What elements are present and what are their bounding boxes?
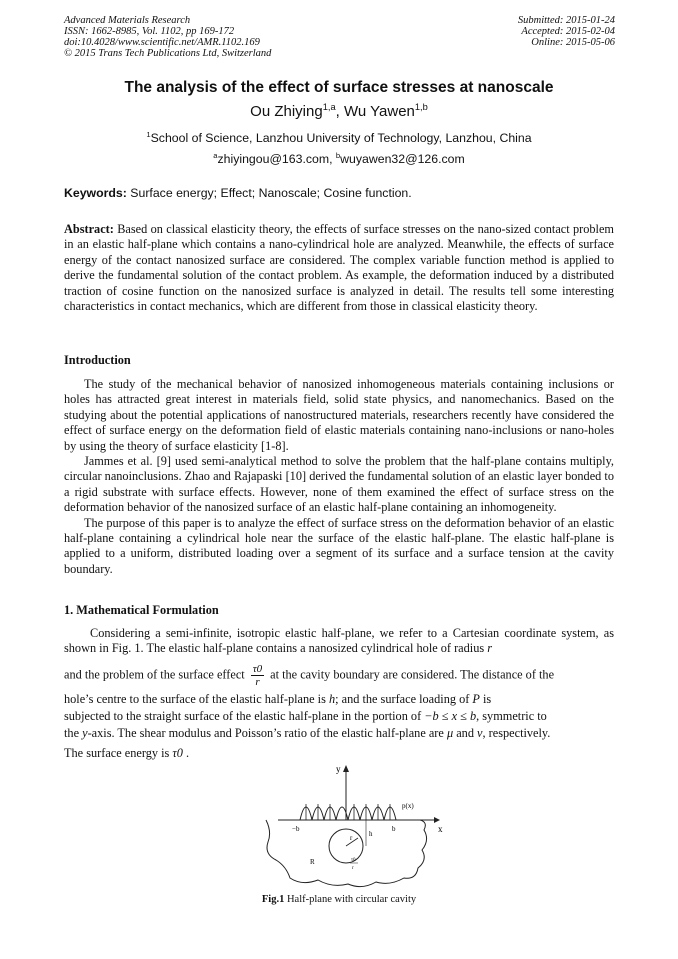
abstract-text: Based on classical elasticity theory, the effects of surface stresses on the nano-sized contact problem in an elastic half-plane which contains a nano-cylindrical hole are analyzed. Meanwhile, the effects of surface energy of the contact nanosized surface are considered. The complex variable function method is applied to derive the fundamental solution of the contact problem. As example, the deformation induced by a distributed traction of cosine function on the nanosized surface is analyzed in detail. The results tell some interesting characteristics in contact mechanics, which are different from those in classical elasticity theory.	[64, 222, 614, 314]
half-plane-boundary	[266, 820, 427, 887]
author-2-sup: 1,b	[414, 101, 428, 112]
section-1-line-4: subjected to the straight surface of the elastic half-plane in the portion of −b ≤ x ≤ b, symmetric to	[64, 709, 547, 723]
intro-paragraph-3: The purpose of this paper is to analyze the effect of surface stress on the deformation behavior of an elastic half-plane containing a cylindrical hole near the surface of the elastic half-plane. The elastic half-plane is applied to a uniform, distributed loading over a segment of its surface and a surface tension at the cavity boundary.	[64, 515, 614, 576]
introduction-heading: Introduction	[64, 353, 131, 367]
dates-header	[518, 15, 615, 48]
keywords-label: Keywords:	[64, 186, 127, 200]
journal-issn: ISSN: 1662-8985, Vol. 1102, pp 169-172	[64, 26, 235, 37]
fraction-tau-over-r: $\frac{\tau 0}{r}$	[252, 663, 263, 688]
x-axis-label: x	[438, 824, 443, 834]
section-1-line-1: Considering a semi-infinite, isotropic elastic half-plane, we refer to a Cartesian coordinate system, as shown in Fig. 1. The elastic half-plane contains a nanosized cylindrical hole of radius r	[64, 626, 614, 656]
online-date: Online: 2015-05-06	[531, 37, 615, 48]
intro-paragraph-2: Jammes et al. [9] used semi-analytical method to solve the problem that the half-plane contains multiply, circular nanoinclusions. Zhao and Rajapaski [10] derived the fundamental solution of an elastic layer bonded to a rigid substrate with surface effects. However, none of them examined the effect of surface stress on the deformation behavior of the nanosized surface of an elastic half-plane containing an inhomogeneity.	[64, 454, 614, 515]
journal-copyright: © 2015 Trans Tech Publications Ltd, Switzerland	[64, 48, 272, 59]
var-r: r	[487, 641, 493, 656]
affiliation-sup: 1	[146, 130, 151, 140]
author-separator: ,	[335, 103, 344, 120]
section-1-line-5: the y-axis. The shear modulus and Poisson’s ratio of the elastic half-plane are μ and ν, respectively.	[64, 726, 551, 740]
R-label: R	[310, 858, 315, 866]
affiliation	[0, 131, 678, 145]
email-a-sup: a	[213, 151, 218, 161]
section-1-heading: 1. Mathematical Formulation	[64, 603, 219, 617]
abstract-label: Abstract:	[64, 222, 114, 236]
h-label: h	[369, 830, 373, 838]
affiliation-text: School of Science, Lanzhou University of Technology, Lanzhou, China	[150, 131, 532, 145]
section-1-line-2: and the problem of the surface effect $\frac{\tau 0}{r}$ at the cavity boundary are considered. The distance of the	[64, 663, 555, 688]
email-b-sup: b	[335, 151, 341, 161]
introduction-body	[64, 377, 614, 577]
author-2: Wu Yawen	[344, 103, 415, 120]
px-label: p(x)	[402, 802, 414, 810]
pos-b-label: b	[392, 825, 396, 833]
figure-1-caption	[0, 894, 678, 905]
r-label: r	[350, 834, 353, 842]
tau-num-label: τ0	[351, 858, 356, 863]
abstract	[64, 222, 614, 314]
figure-1	[258, 760, 448, 890]
paper-title: The analysis of the effect of surface stresses at nanoscale	[124, 79, 554, 96]
accepted-date: Accepted: 2015-02-04	[521, 26, 615, 37]
journal-header	[64, 15, 271, 59]
section-1-line-6: The surface energy is τ0 .	[64, 746, 190, 760]
neg-b-label: −b	[292, 825, 300, 833]
intro-paragraph-1: The study of the mechanical behavior of nanosized inhomogeneous materials containing inclusions or holes has attracted great interest in materials field, solid state physics, and nanomechanics. Based on the studying about the potential applications of nanostructured materials, researchers recently have considered the effect of surface energy on the deformation field of elastic materials containing nano-inclusions or nano-holes by using the theory of surface elasticity [1-8].	[64, 377, 614, 453]
author-line	[0, 103, 678, 120]
keywords	[64, 186, 412, 200]
author-1-sup: 1,a	[322, 101, 336, 112]
tau-den-label: r	[352, 866, 354, 871]
section-1-line-3: hole’s centre to the surface of the elastic half-plane is h; and the surface loading of P is	[64, 692, 492, 706]
keywords-text: Surface energy; Effect; Nanoscale; Cosine function.	[126, 186, 412, 200]
submitted-date: Submitted: 2015-01-24	[517, 15, 615, 26]
email-a[interactable]: zhiyingou@163.com,	[217, 152, 336, 166]
emails	[0, 152, 678, 166]
caption-label: Fig.1	[261, 894, 285, 905]
journal-doi: doi:10.4028/www.scientific.net/AMR.1102.169	[64, 37, 260, 48]
distributed-load	[300, 807, 396, 820]
author-1: Ou Zhiying	[250, 103, 323, 120]
y-axis-label: y	[336, 764, 341, 774]
caption-text: Half-plane with circular cavity	[284, 894, 417, 905]
email-b[interactable]: wuyawen32@126.com	[340, 152, 465, 166]
journal-name: Advanced Materials Research	[64, 15, 191, 26]
